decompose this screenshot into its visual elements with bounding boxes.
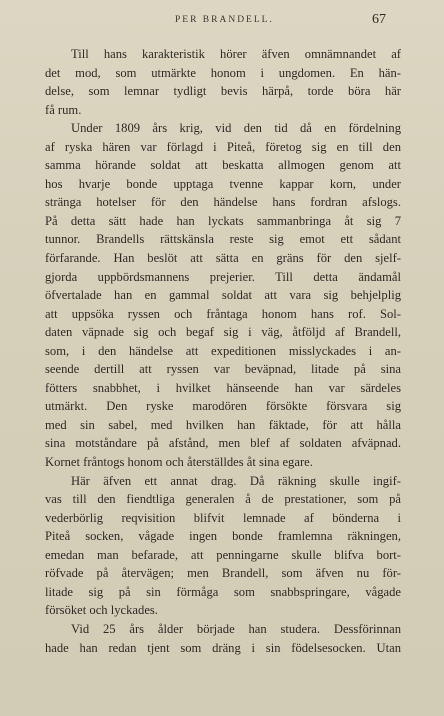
text-line: Till hans karakteristik hörer äfven omnämnandet af	[71, 47, 401, 61]
text-line: samma hörande soldat att beskatta allmogen genom att	[45, 158, 401, 173]
page-header	[0, 14, 444, 34]
text-line: vas till den fiendtliga generalen å de prestationer, som på	[45, 492, 401, 507]
text-line: daten väpnade sig och begaf sig i väg, åtföljd af Brandell,	[45, 325, 401, 340]
text-line: På detta sätt hade han lyckats sammanbringa åt sig 7	[45, 213, 401, 228]
text-line: litade sig på sin förmåga som snabbspringare, vågade	[45, 584, 401, 599]
paragraph	[45, 472, 401, 620]
text-line: tunnor. Brandells rättskänsla reste sig emot ett sådant	[45, 232, 401, 247]
text-line: gjorda uppbördsmannens prejerier. Till detta ändamål	[45, 269, 401, 284]
text-line: med sin sabel, med hvilken han fäktade, för att hålla	[45, 417, 401, 432]
paragraph	[45, 119, 401, 471]
text-line: Under 1809 års krig, vid den tid då en fördelning	[71, 121, 401, 136]
paragraph	[45, 620, 401, 657]
text-line: seende dertill att ryssen var beväpnad, litade på sina	[45, 362, 401, 377]
paragraph	[45, 45, 401, 119]
text-line: som, i den händelse att expeditionen misslyckades i an-	[45, 343, 401, 358]
text-line: emedan man befarade, att penningarne skulle blifva bort-	[45, 547, 401, 562]
text-line: sina motståndare på afstånd, men blef af soldaten afväpnad.	[45, 436, 401, 451]
text-line: stränga hotelser för den händelse hans fordran afslogs.	[45, 195, 401, 210]
text-line: delse, som lemnar tydligt bevis härpå, torde böra här	[45, 84, 401, 99]
text-line: fötters snabbhet, i hvilket hänseende han var särdeles	[45, 380, 401, 395]
text-line: Piteå socken, vågade ingen bonde framlemna räkningen,	[45, 529, 401, 544]
body-text	[45, 45, 401, 657]
text-line: få rum.	[45, 102, 82, 117]
text-line: försöket och lyckades.	[45, 603, 158, 618]
text-line: hos hvarje bonde upptaga tvenne kappar korn, under	[45, 176, 401, 191]
page-number: 67	[372, 12, 386, 27]
text-line: hade han redan tjent som dräng i sin födelsesocken. Utan	[45, 640, 401, 655]
text-line: vederbörlig reqvisition blifvit lemnade af bönderna i	[45, 510, 401, 525]
text-line: utmärkt. Den ryske marodören försökte försvara sig	[45, 399, 401, 414]
text-line: Kornet fråntogs honom och återställdes åt sina egare.	[45, 455, 313, 470]
text-line: att uppsöka ryssen och fråntaga honom hans rof. Sol-	[45, 306, 401, 321]
text-line: röfvade på återvägen; men Brandell, som äfven nu för-	[45, 566, 401, 581]
text-line: af ryska hären var förlagd i Piteå, företog sig en till den	[45, 139, 401, 154]
running-head: PER BRANDELL.	[175, 15, 274, 25]
text-line: förfarande. Han beslöt att sätta en gräns för den sjelf-	[45, 251, 401, 266]
text-line: Här äfven ett annat drag. Då räkning skulle ingif-	[71, 473, 401, 488]
text-line: det mod, som utmärkte honom i ungdomen. En hän-	[45, 65, 401, 80]
text-line: öfvertalade han en gammal soldat att vara sig behjelplig	[45, 288, 401, 303]
text-line: Vid 25 års ålder började han studera. Dessförinnan	[71, 621, 401, 636]
